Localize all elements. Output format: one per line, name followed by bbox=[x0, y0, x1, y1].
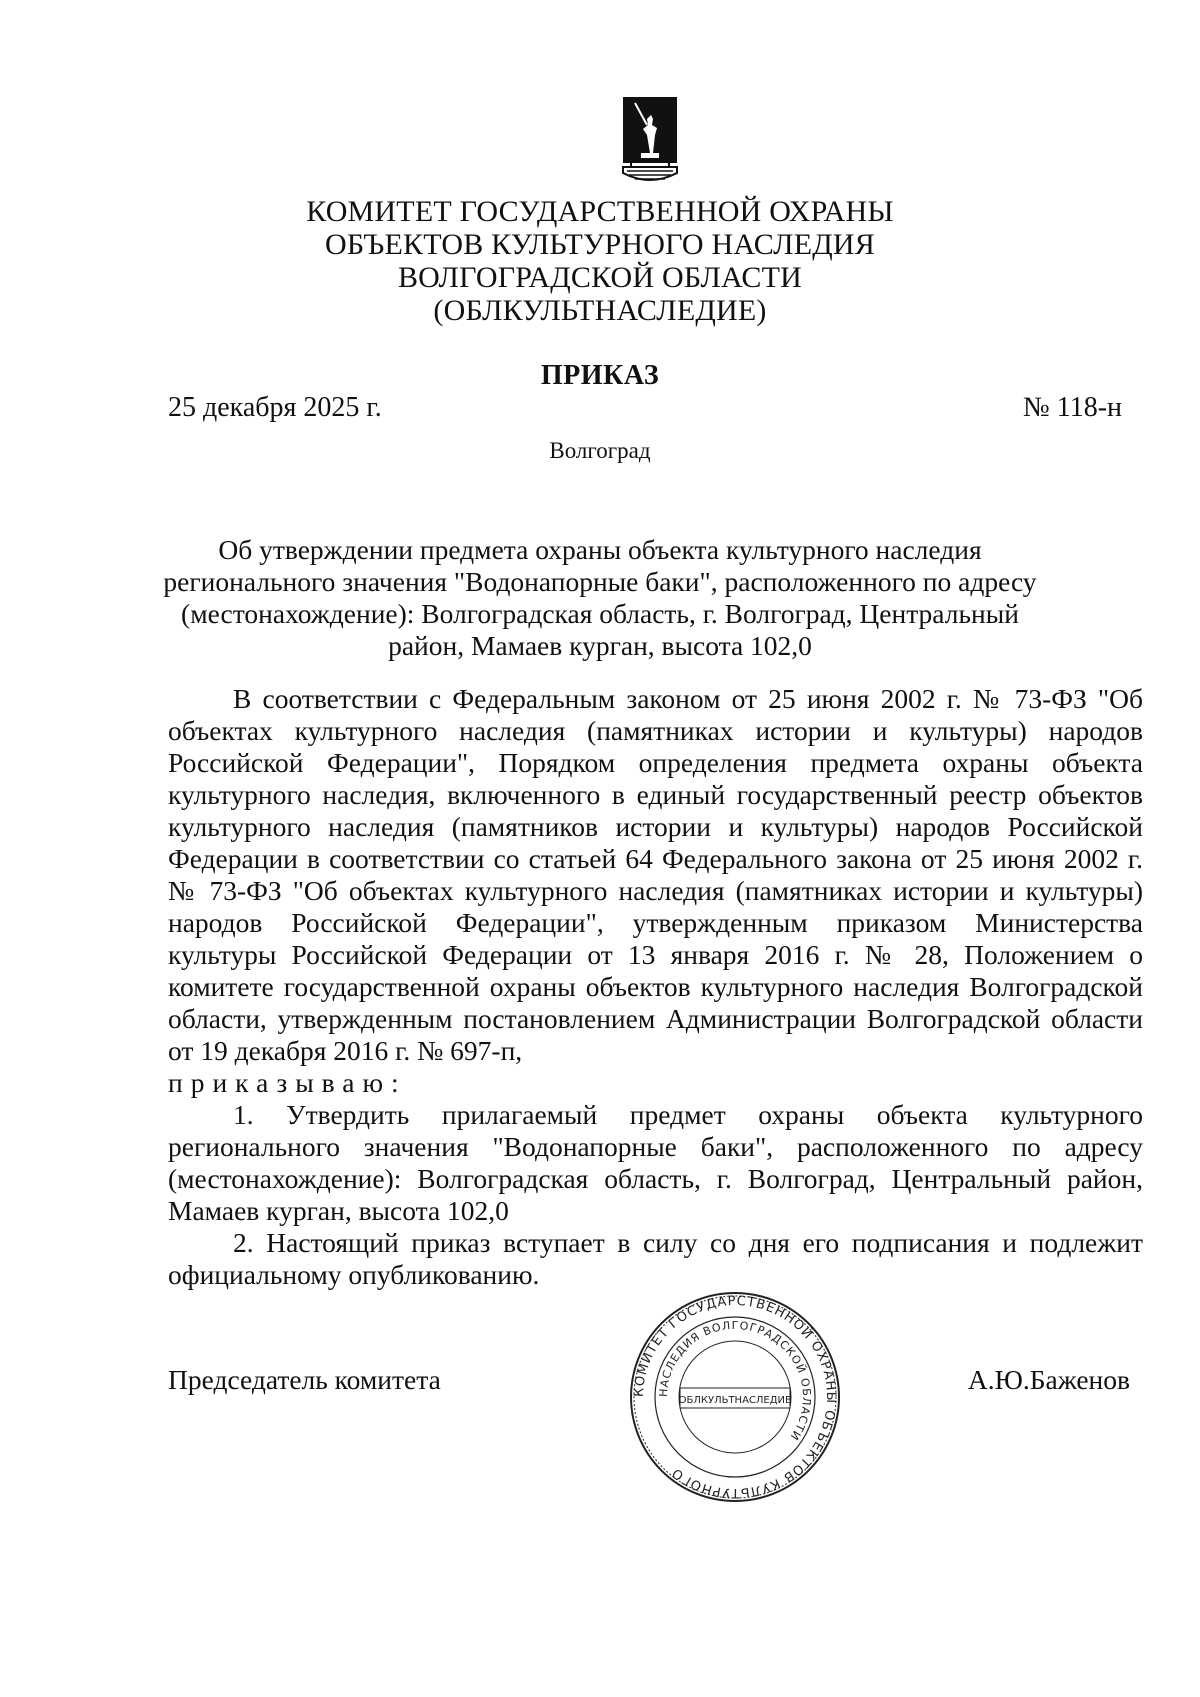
org-line: ОБЪЕКТОВ КУЛЬТУРНОГО НАСЛЕДИЯ bbox=[324, 228, 875, 261]
order-item: 2. Настоящий приказ вступает в силу со дня его подписания и подлежит официальному опубликованию. bbox=[168, 1227, 1143, 1290]
stamp-center-text: ОБЛКУЛЬТНАСЛЕДИЕ bbox=[678, 1395, 792, 1406]
org-line: ВОЛГОГРАДСКОЙ ОБЛАСТИ bbox=[397, 261, 803, 294]
official-stamp bbox=[628, 1290, 842, 1504]
stamp-inner-text: НАСЛЕДИЯ ВОЛГОГРАДСКОЙ ОБЛАСТИ bbox=[656, 1318, 814, 1444]
organization-header bbox=[0, 195, 1200, 327]
command-word: приказываю: bbox=[168, 1067, 407, 1098]
signatory-title: Председатель комитета bbox=[168, 1364, 441, 1395]
order-city: Волгоград bbox=[549, 438, 651, 463]
order-item: 1. Утвердить прилагаемый предмет охраны объекта культурного регионального значения "Водонапорные баки", расположенного по адресу (местонахождение): Волгоградская область, г. Волгоград, Центральный район, Мамаев курган, высота 102,0 bbox=[168, 1099, 1143, 1226]
order-subject: Об утверждении предмета охраны объекта культурного наследия регионального значения "Водонапорные баки", расположенного по адресу (местонахождение): Волгоградская область, г. Волгоград, Центральный район, Мамаев курган, высота 102,0 bbox=[163, 534, 1037, 661]
stamp-outer-text: КОМИТЕТ ГОСУДАРСТВЕННОЙ ОХРАНЫ ОБЪЕКТОВ КУЛЬТУРНОГО bbox=[631, 1293, 839, 1501]
order-number: № 118-н bbox=[1023, 392, 1122, 423]
document-body bbox=[168, 683, 1143, 1291]
svg-text:НАСЛЕДИЯ ВОЛГОГРАДСКОЙ ОБЛАСТИ bbox=[657, 1319, 813, 1443]
signatory-name: А.Ю.Баженов bbox=[967, 1364, 1130, 1395]
volgograd-coat-of-arms-icon bbox=[621, 95, 679, 187]
order-date: 25 декабря 2025 г. bbox=[168, 392, 382, 423]
org-line: (ОБЛКУЛЬТНАСЛЕДИЕ) bbox=[433, 294, 767, 327]
org-line: КОМИТЕТ ГОСУДАРСТВЕННОЙ ОХРАНЫ bbox=[306, 195, 894, 228]
document-title: ПРИКАЗ bbox=[540, 360, 660, 391]
preamble-paragraph: В соответствии с Федеральным законом от 25 июня 2002 г. № 73-ФЗ "Об объектах культурного наследия (памятниках истории и культуры) народов Российской Федерации", Порядком определения предмета охраны объекта культурного наследия, включенного в единый государственный реестр объектов культурного наследия (памятников истории и культуры) народов Российской Федерации в соответствии со статьей 64 Федерального закона от 25 июня 2002 г. № 73-ФЗ "Об объектах культурного наследия (памятниках истории и культуры) народов Российской Федерации", утвержденным приказом Министерства культуры Российской Федерации от 13 января 2016 г. № 28, Положением о комитете государственной охраны объектов культурного наследия Волгоградской области, утвержденным постановлением Администрации Волгоградской области от 19 декабря 2016 г. № 697-п, bbox=[168, 683, 1143, 1066]
